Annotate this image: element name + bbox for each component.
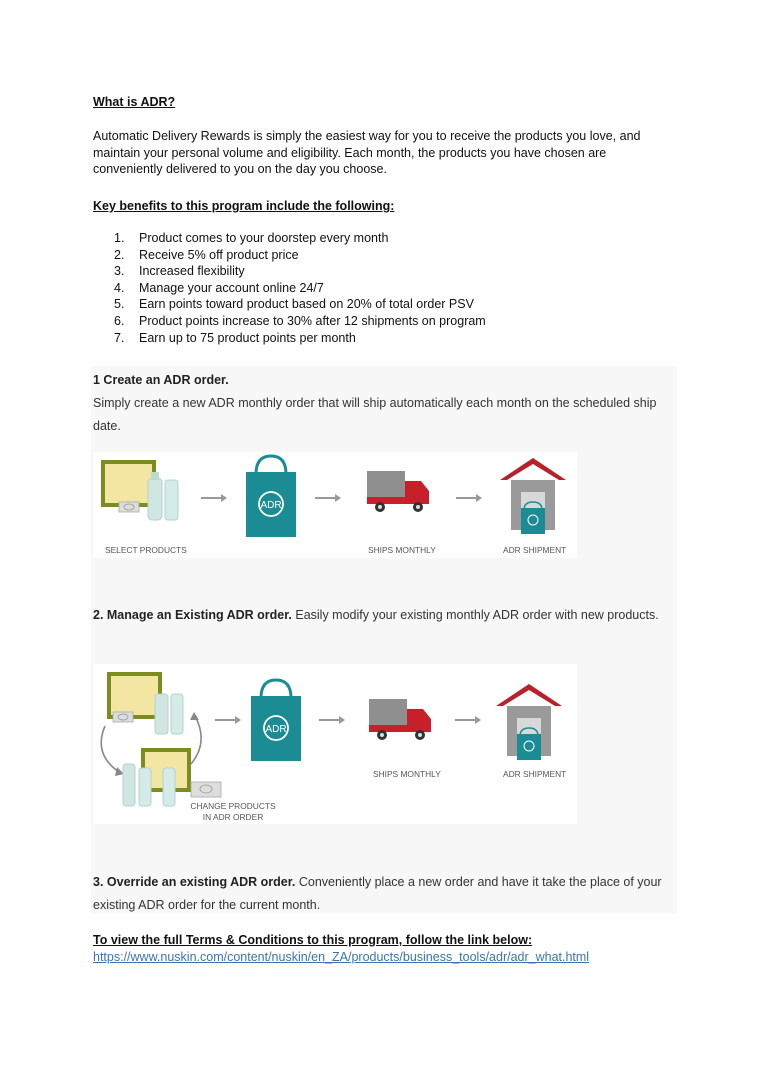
product-box-icon bbox=[107, 672, 162, 722]
list-item: 3. Increased flexibility bbox=[114, 264, 245, 279]
step-3-text: Conveniently place a new order and have it take the place of your existing ADR order for the current month. bbox=[93, 875, 662, 912]
list-item: 5. Earn points toward product based on 20% of total order PSV bbox=[114, 297, 474, 312]
shopping-bag-icon bbox=[246, 456, 296, 537]
adr-process-graphic-2 bbox=[93, 664, 577, 824]
step-3 bbox=[93, 871, 663, 917]
caption-select-products: SELECT PRODUCTS bbox=[105, 545, 187, 555]
svg-text:ADR: ADR bbox=[260, 500, 282, 511]
benefits-heading: Key benefits to this program include the following: bbox=[93, 199, 395, 213]
delivery-truck-icon bbox=[369, 699, 431, 740]
page-title: What is ADR? bbox=[93, 95, 176, 109]
house-icon bbox=[496, 684, 562, 760]
step-2-heading: 2. Manage an Existing ADR order. bbox=[93, 608, 292, 622]
benefits-list bbox=[114, 230, 486, 346]
house-icon bbox=[500, 458, 566, 534]
arrow-icon bbox=[315, 494, 341, 502]
intro-paragraph: Automatic Delivery Rewards is simply the easiest way for you to receive the products you love, and maintain your personal volume and eligibility. Each month, the products you have chosen are conveniently delivered to you on the day you choose. bbox=[93, 129, 641, 176]
product-bottles-icon bbox=[148, 472, 178, 520]
product-box-icon bbox=[123, 748, 221, 806]
arrow-icon bbox=[456, 494, 482, 502]
list-item: 2. Receive 5% off product price bbox=[114, 247, 299, 262]
terms-link[interactable]: https://www.nuskin.com/content/nuskin/en_ZA/products/business_tools/adr/adr_what.html bbox=[93, 950, 590, 964]
arrow-icon bbox=[455, 716, 481, 724]
list-item: 4. Manage your account online 24/7 bbox=[114, 280, 324, 295]
step-1-heading: 1 Create an ADR order. bbox=[93, 373, 229, 387]
arrow-icon bbox=[215, 716, 241, 724]
step-2 bbox=[93, 604, 663, 627]
delivery-truck-icon bbox=[367, 471, 429, 512]
step-1 bbox=[93, 369, 663, 438]
terms-heading: To view the full Terms & Conditions to this program, follow the link below: bbox=[93, 933, 533, 947]
step-2-text: Easily modify your existing monthly ADR order with new products. bbox=[291, 608, 659, 622]
step-3-heading: 3. Override an existing ADR order. bbox=[93, 875, 296, 889]
process-illustration bbox=[93, 452, 577, 558]
product-bottles-icon bbox=[155, 694, 183, 734]
caption-ships-monthly: SHIPS MONTHLY bbox=[373, 769, 441, 779]
svg-text:ADR: ADR bbox=[265, 724, 287, 735]
caption-ships-monthly: SHIPS MONTHLY bbox=[368, 545, 436, 555]
list-item: 7. Earn up to 75 product points per month bbox=[114, 330, 356, 345]
list-item: 6. Product points increase to 30% after 12 shipments on program bbox=[114, 313, 486, 328]
arrow-icon bbox=[201, 494, 227, 502]
arrow-icon bbox=[319, 716, 345, 724]
caption-adr-shipment: ADR SHIPMENT bbox=[503, 545, 567, 555]
steps-panel bbox=[91, 366, 677, 913]
caption-in-adr-order: IN ADR ORDER bbox=[202, 812, 264, 822]
adr-process-graphic-1 bbox=[93, 452, 577, 558]
step-1-text: Simply create a new ADR monthly order that will ship automatically each month on the scheduled ship date. bbox=[93, 396, 657, 433]
list-item: 1. Product comes to your doorstep every month bbox=[114, 231, 389, 245]
caption-adr-shipment: ADR SHIPMENT bbox=[503, 769, 567, 779]
process-illustration bbox=[93, 664, 577, 824]
shopping-bag-icon bbox=[251, 680, 301, 761]
caption-change-products: CHANGE PRODUCTS bbox=[190, 801, 276, 811]
